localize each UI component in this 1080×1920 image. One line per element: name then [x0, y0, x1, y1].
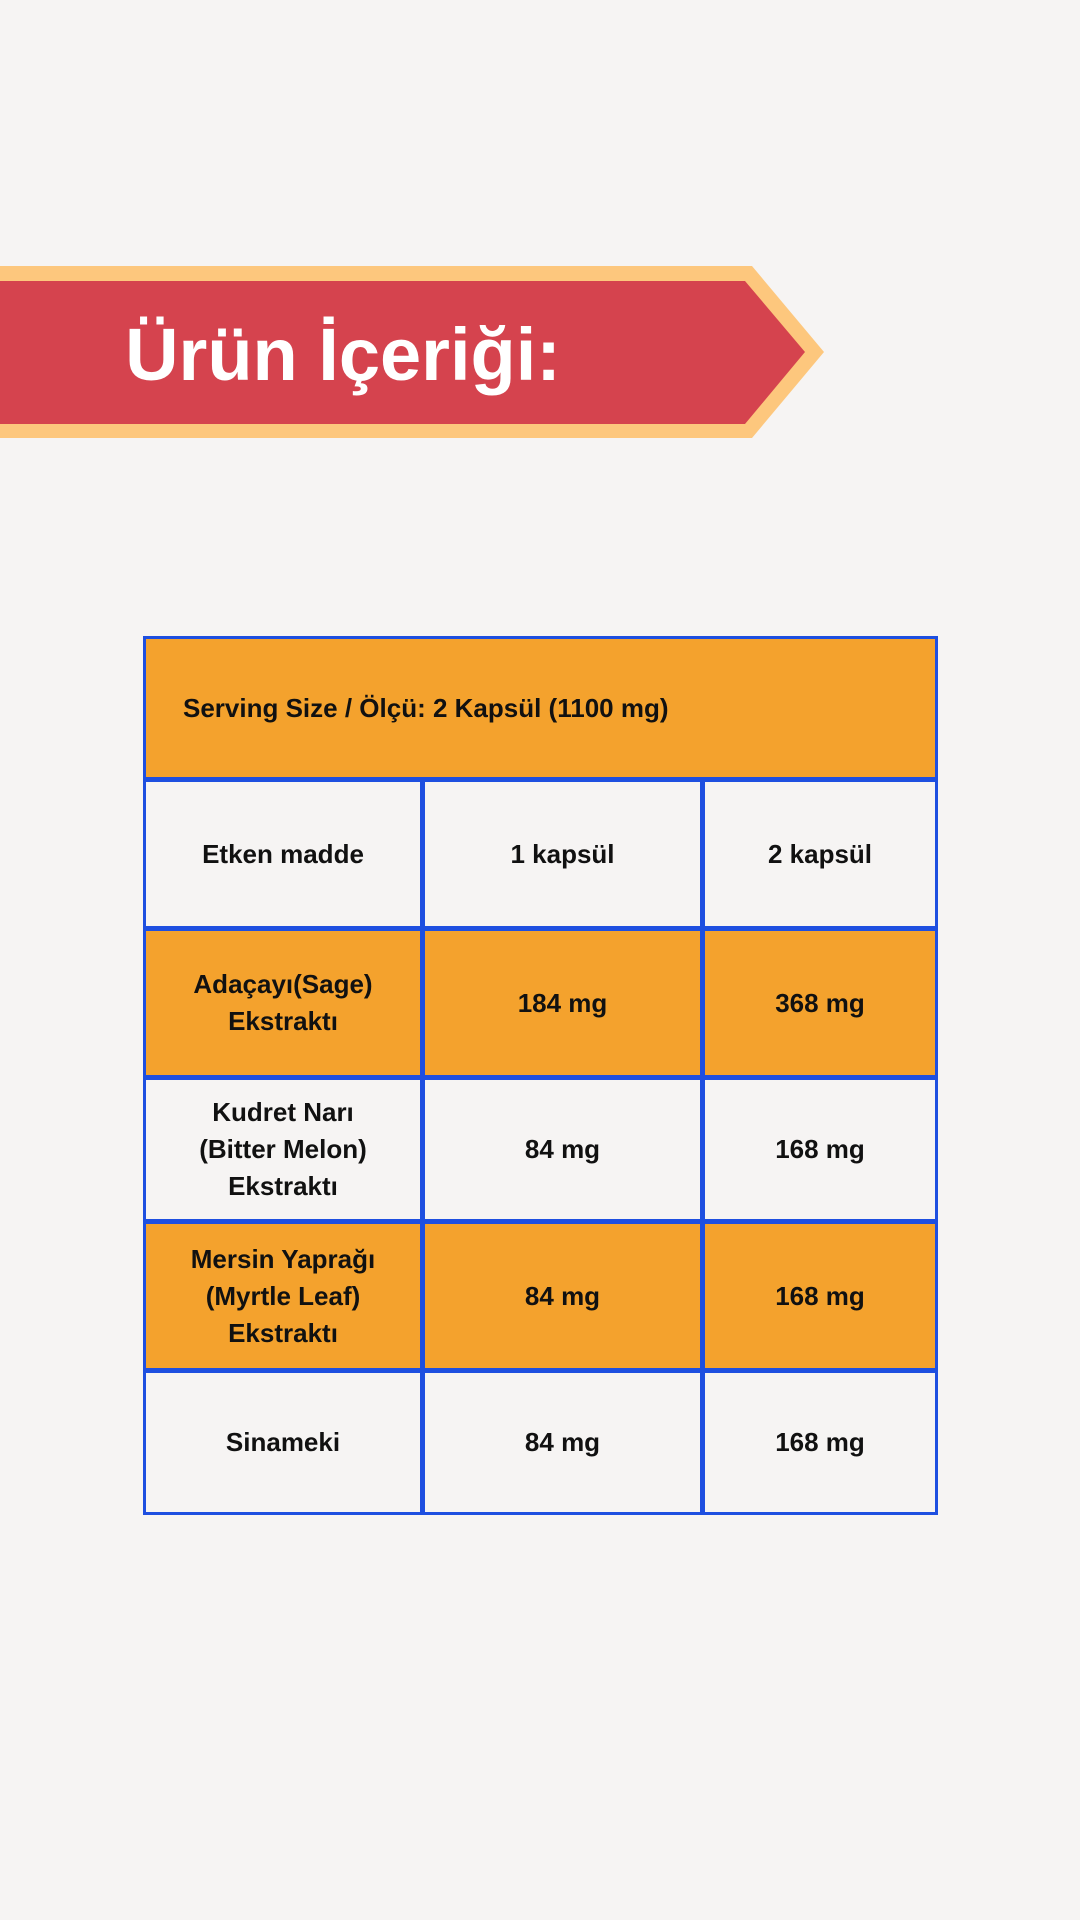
column-header-ingredient: Etken madde: [143, 779, 423, 929]
table-row: [143, 928, 938, 1078]
title-banner: [0, 266, 824, 438]
dose-one-capsule: 84 mg: [422, 1370, 703, 1515]
column-header-two-capsules: 2 kapsül: [702, 779, 938, 929]
ingredient-name: Sinameki: [143, 1370, 423, 1515]
dose-two-capsules: 168 mg: [702, 1370, 938, 1515]
ingredients-table: [143, 636, 938, 1515]
table-row: [143, 1077, 938, 1222]
serving-size-header: Serving Size / Ölçü: 2 Kapsül (1100 mg): [143, 636, 938, 780]
page-title: Ürün İçeriği:: [125, 312, 561, 396]
dose-two-capsules: 168 mg: [702, 1077, 938, 1222]
dose-one-capsule: 184 mg: [422, 928, 703, 1078]
table-row: [143, 1221, 938, 1371]
table-row: [143, 1370, 938, 1515]
table-header-row: [143, 779, 938, 929]
dose-one-capsule: 84 mg: [422, 1077, 703, 1222]
dose-one-capsule: 84 mg: [422, 1221, 703, 1371]
dose-two-capsules: 168 mg: [702, 1221, 938, 1371]
ingredient-name: Adaçayı(Sage) Ekstraktı: [143, 928, 423, 1078]
dose-two-capsules: 368 mg: [702, 928, 938, 1078]
ingredient-name: Kudret Narı (Bitter Melon) Ekstraktı: [143, 1077, 423, 1222]
column-header-one-capsule: 1 kapsül: [422, 779, 703, 929]
ingredient-name: Mersin Yaprağı (Myrtle Leaf) Ekstraktı: [143, 1221, 423, 1371]
